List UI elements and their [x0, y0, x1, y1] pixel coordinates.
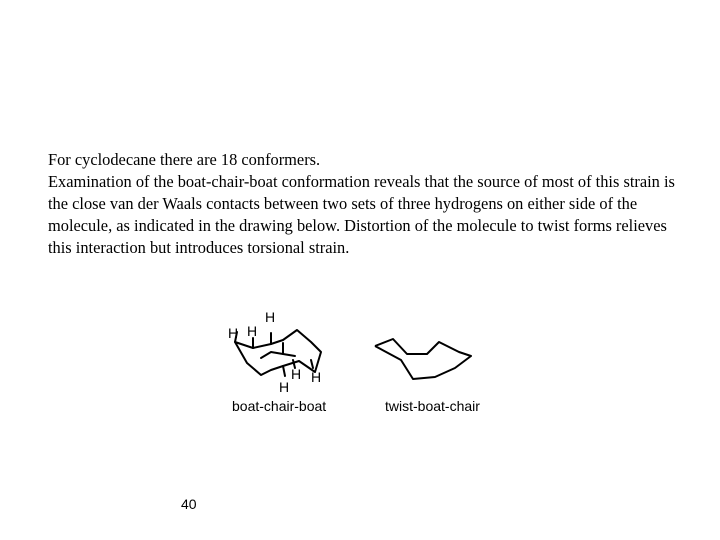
bcb-ch-bond — [283, 366, 285, 376]
body-text — [48, 149, 680, 259]
hydrogen-label: H — [265, 309, 276, 325]
hydrogen-label: H — [247, 323, 258, 339]
twist-boat-chair-caption: twist-boat-chair — [385, 398, 480, 414]
bcb-inner-bond — [261, 352, 295, 358]
intro-sentence: For cyclodecane there are 18 conformers. — [48, 150, 321, 169]
hydrogen-label: H — [279, 379, 290, 395]
twist-boat-chair-structure — [373, 332, 483, 392]
hydrogen-label: H — [228, 325, 239, 341]
page-number: 40 — [181, 496, 197, 512]
hydrogen-label: H — [311, 369, 322, 385]
explanation-paragraph: Examination of the boat-chair-boat conformation reveals that the source of most of this strain is the close van der Waals contacts between two sets of three hydrogens on either side of the molecule, as indicated in the drawing below. Distortion of the molecule to twist forms relieves this interaction but introduces torsional strain. — [48, 172, 675, 257]
bcb-ch-bond — [311, 360, 313, 368]
boat-chair-boat-caption: boat-chair-boat — [232, 398, 327, 414]
conformer-figure — [225, 300, 515, 420]
tbc-ring-bond — [375, 339, 471, 379]
boat-chair-boat-structure — [225, 300, 335, 395]
hydrogen-label: H — [291, 366, 302, 382]
